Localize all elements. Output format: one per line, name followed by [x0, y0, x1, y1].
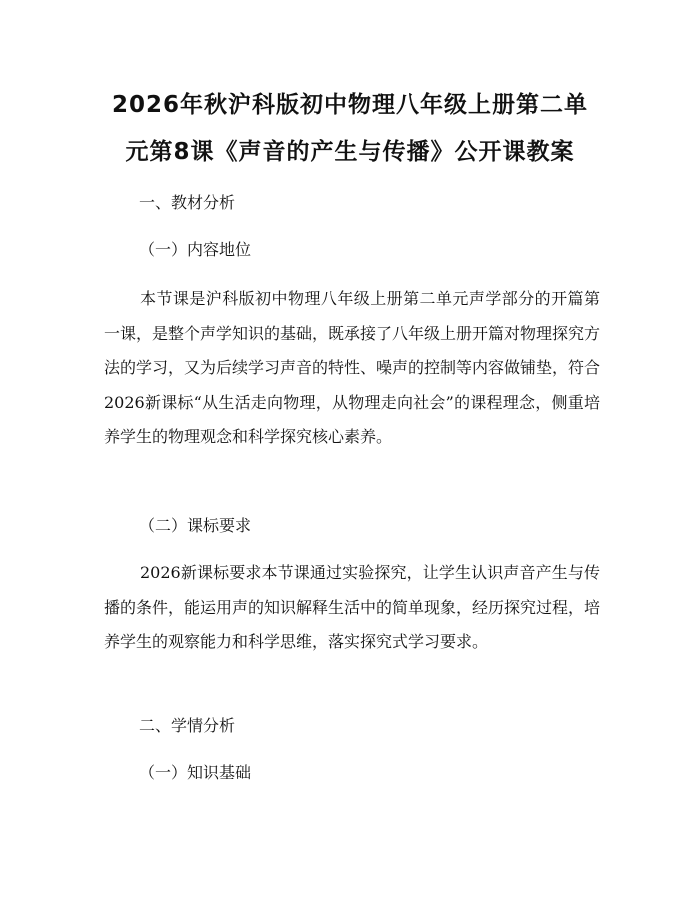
paragraph-curriculum-requirements: 2026新课标要求本节课通过实验探究，让学生认识声音产生与传播的条件，能运用声的知识解释生活中的简单现象，经历探究过程，培养学生的观察能力和科学思维，落实探究式学习要求。 — [104, 563, 601, 652]
document-title-line-2: 元第8课《声音的产生与传播》公开课教案 — [125, 139, 575, 165]
subsection-heading-content-position: （一）内容地位 — [139, 240, 252, 259]
paragraph-content-position: 本节课是沪科版初中物理八年级上册第二单元声学部分的开篇第一课，是整个声学知识的基础，既承接了八年级上册开篇对物理探究方法的学习，又为后续学习声音的特性、噪声的控制等内容做铺垫，符合2026新课标“从生活走向物理，从物理走向社会”的课程理念，侧重培养学生的物理观念和科学探究核心素养。 — [104, 289, 601, 447]
section-heading-textbook-analysis: 一、教材分析 — [139, 193, 236, 212]
subsection-heading-knowledge-foundation: （一）知识基础 — [139, 763, 252, 782]
subsection-heading-curriculum-requirements: （二）课标要求 — [139, 516, 252, 535]
section-heading-student-analysis: 二、学情分析 — [139, 716, 236, 735]
document-title-line-1: 2026年秋沪科版初中物理八年级上册第二单 — [111, 92, 588, 118]
